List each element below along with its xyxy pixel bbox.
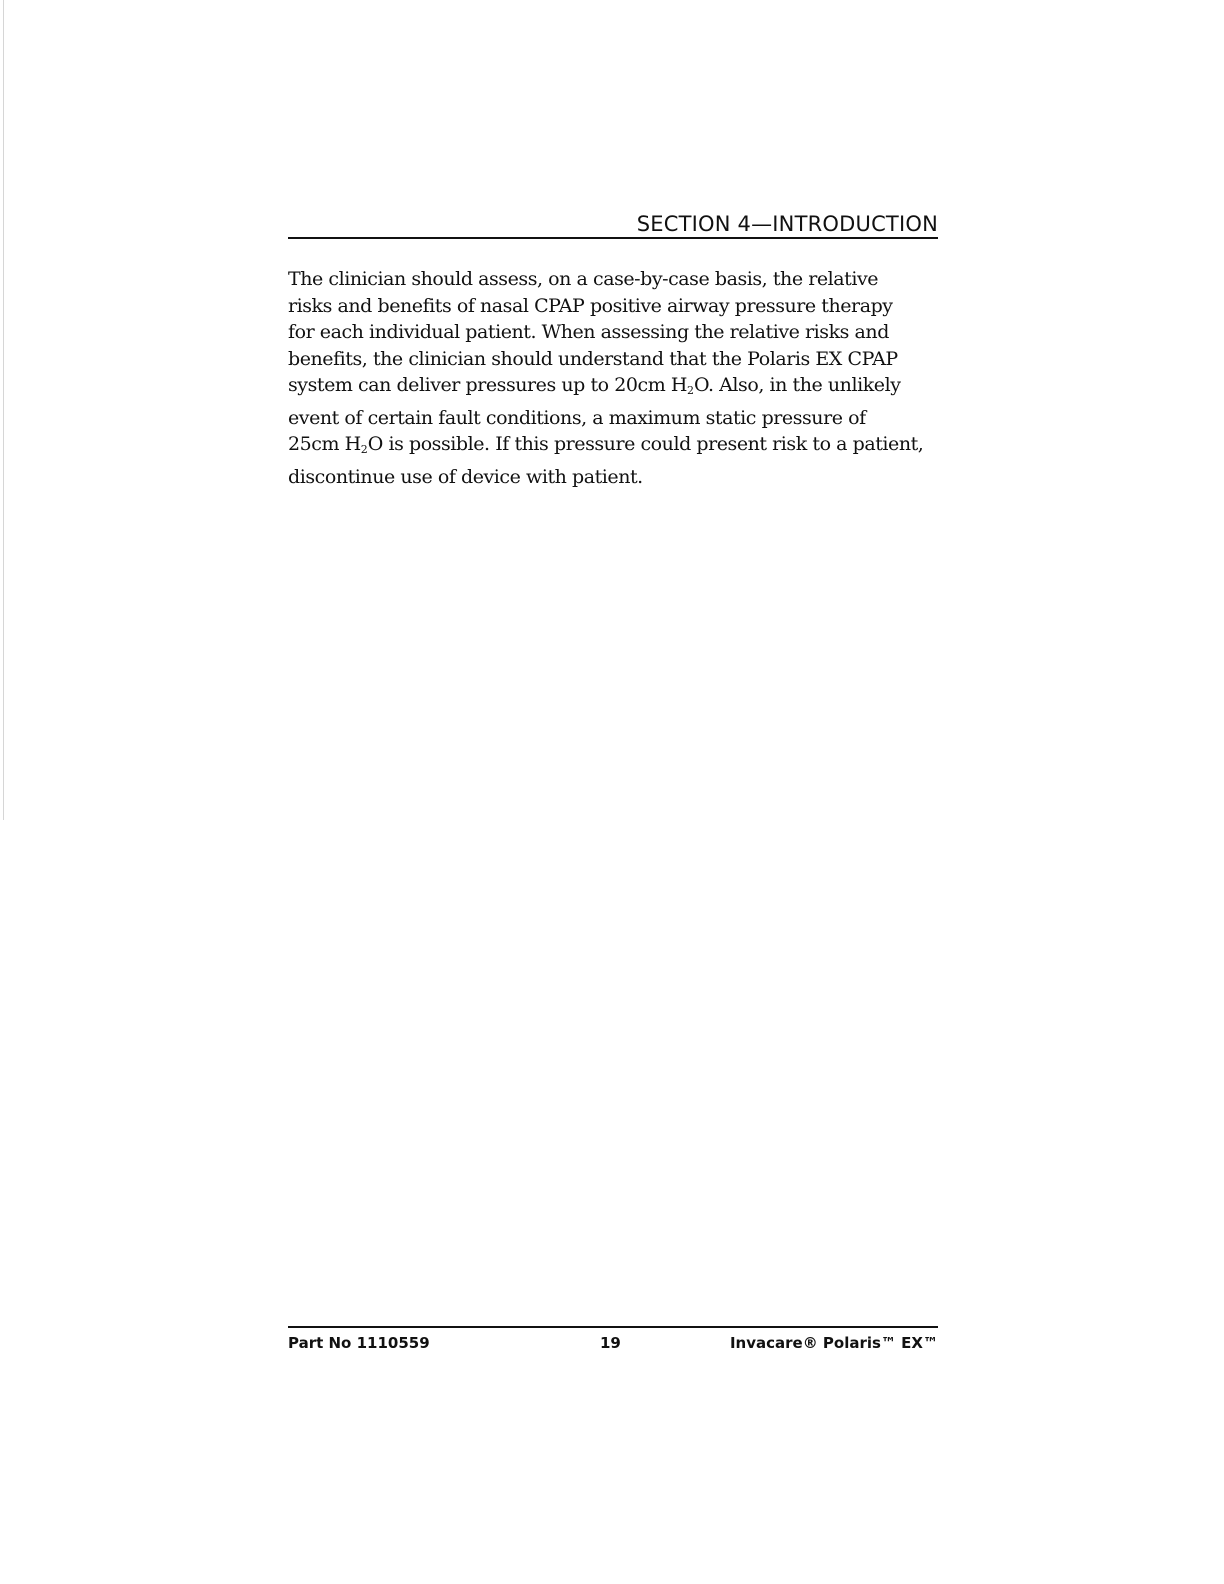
page-footer	[288, 1334, 938, 1358]
body-line: for each individual patient. When assessing the relative risks and	[288, 321, 889, 343]
header-rule	[288, 237, 938, 239]
product-name: Invacare® Polaris™ EX™	[729, 1334, 938, 1352]
body-line: The clinician should assess, on a case-by-case basis, the relative	[288, 268, 879, 290]
footer-rule	[288, 1326, 938, 1328]
page-number: 19	[600, 1334, 621, 1352]
part-number: Part No 1110559	[288, 1334, 430, 1352]
subscript: 2	[360, 443, 368, 456]
body-paragraph	[288, 266, 948, 490]
body-line	[288, 431, 948, 464]
body-line-text: O is possible. If this pressure could present risk to a patient,	[367, 433, 924, 455]
body-line: discontinue use of device with patient.	[288, 465, 643, 488]
body-line: risks and benefits of nasal CPAP positive airway pressure therapy	[288, 294, 893, 317]
body-line-text: 25cm H	[288, 433, 361, 455]
body-line-text: O. Also, in the unlikely	[693, 374, 901, 396]
subscript: 2	[686, 384, 694, 397]
page-header	[288, 208, 938, 238]
body-line	[288, 372, 948, 405]
page-edge-line	[3, 0, 4, 820]
body-line-text: system can deliver pressures up to 20cm H	[288, 374, 687, 396]
body-line: event of certain fault conditions, a maximum static pressure of	[288, 406, 866, 429]
section-title: SECTION 4—INTRODUCTION	[636, 212, 938, 236]
body-line: benefits, the clinician should understand that the Polaris EX CPAP	[288, 347, 898, 370]
